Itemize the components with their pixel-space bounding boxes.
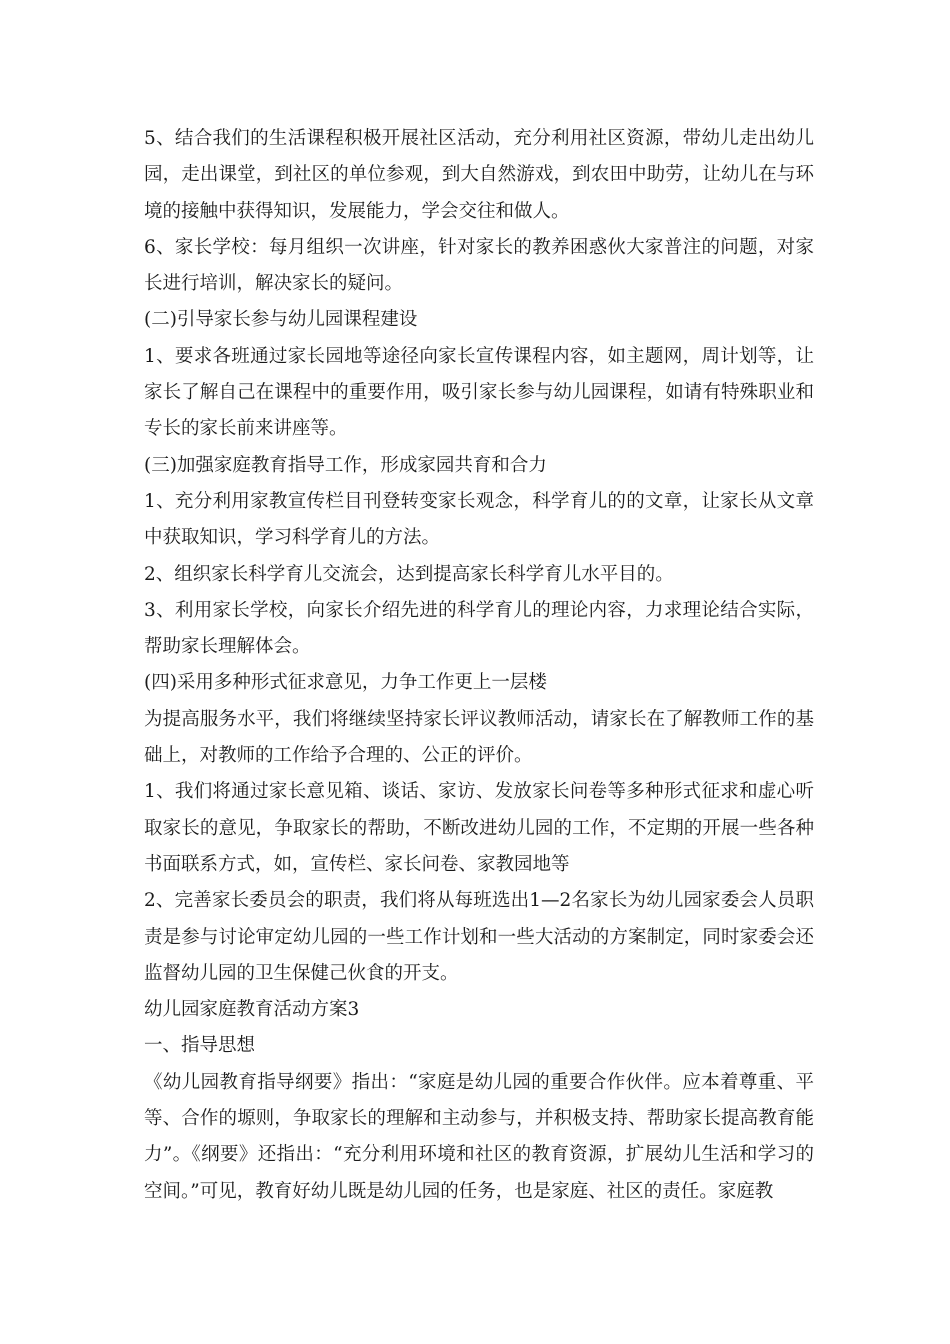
paragraph-item-3: 3、利用家长学校，向家长介绍先进的科学育儿的理论内容，力求理论结合实际，帮助家长理解体会。	[144, 599, 814, 658]
paragraph-item-1: 1、要求各班通过家长园地等途径向家长宣传课程内容，如主题网，周计划等，让家长了解自己在课程中的重要作用，吸引家长参与幼儿园课程，如请有特殊职业和专长的家长前来讲座等。	[144, 345, 814, 440]
section-heading-3: (三)加强家庭教育指导工作，形成家园共育和合力	[144, 454, 547, 476]
paragraph-item-5: 5、结合我们的生活课程积极开展社区活动，充分利用社区资源，带幼儿走出幼儿园，走出课堂，到社区的单位参观，到大自然游戏，到农田中助劳，让幼儿在与环境的接触中获得知识，发展能力，学会交往和做人。	[144, 128, 814, 222]
paragraph-quote: 《幼儿园教育指导纲要》指出：“家庭是幼儿园的重要合作伙伴。应本着尊重、平等、合作的塬则，争取家长的理解和主动参与，并积极支持、帮助家长提高教育能力”。《纲要》还指出：“充分利用环境和社区的教育资源，扩展幼儿生活和学习的空间。”可见，教育好幼儿既是幼儿园的任务，也是家庭、社区的责任。家庭教	[144, 1071, 814, 1202]
paragraph-item-6: 6、家长学校：每月组织一次讲座，针对家长的教养困惑伙大家普注的问题，对家长进行培训，解决家长的疑问。	[144, 236, 814, 295]
paragraph-item-2: 2、完善家长委员会的职责，我们将从每班选出1—2名家长为幼儿园家委会人员职责是参与讨论审定幼儿园的一些工作计划和一些大活动的方案制定，同时家委会还监督幼儿园的卫生保健己伙食的开支。	[144, 890, 814, 984]
section-heading-4: (四)采用多种形式征求意见，力争工作更上一层楼	[144, 672, 547, 694]
paragraph-intro: 为提高服务水平，我们将继续坚持家长评议教师活动，请家长在了解教师工作的基础上，对教师的工作给予合理的、公正的评价。	[144, 708, 814, 767]
paragraph-item-1: 1、我们将通过家长意见箱、谈话、家访、发放家长问卷等多种形式征求和虚心听取家长的意见，争取家长的帮助，不断改进幼儿园的工作，不定期的开展一些各种书面联系方式，如，宣传栏、家长问卷、家教园地等	[144, 781, 814, 875]
section-heading-2: (二)引导家长参与幼儿园课程建设	[144, 309, 418, 331]
paragraph-item-2: 2、组织家长科学育儿交流会，达到提高家长科学育儿水平目的。	[144, 563, 674, 585]
section-heading-guiding-thought: 一、指导思想	[144, 1035, 256, 1057]
document-body	[144, 121, 814, 1210]
plan-title: 幼儿园家庭教育活动方案3	[144, 999, 360, 1021]
paragraph-item-1: 1、充分利用家教宣传栏目刊登转变家长观念，科学育儿的的文章，让家长从文章中获取知识，学习科学育儿的方法。	[144, 490, 814, 549]
